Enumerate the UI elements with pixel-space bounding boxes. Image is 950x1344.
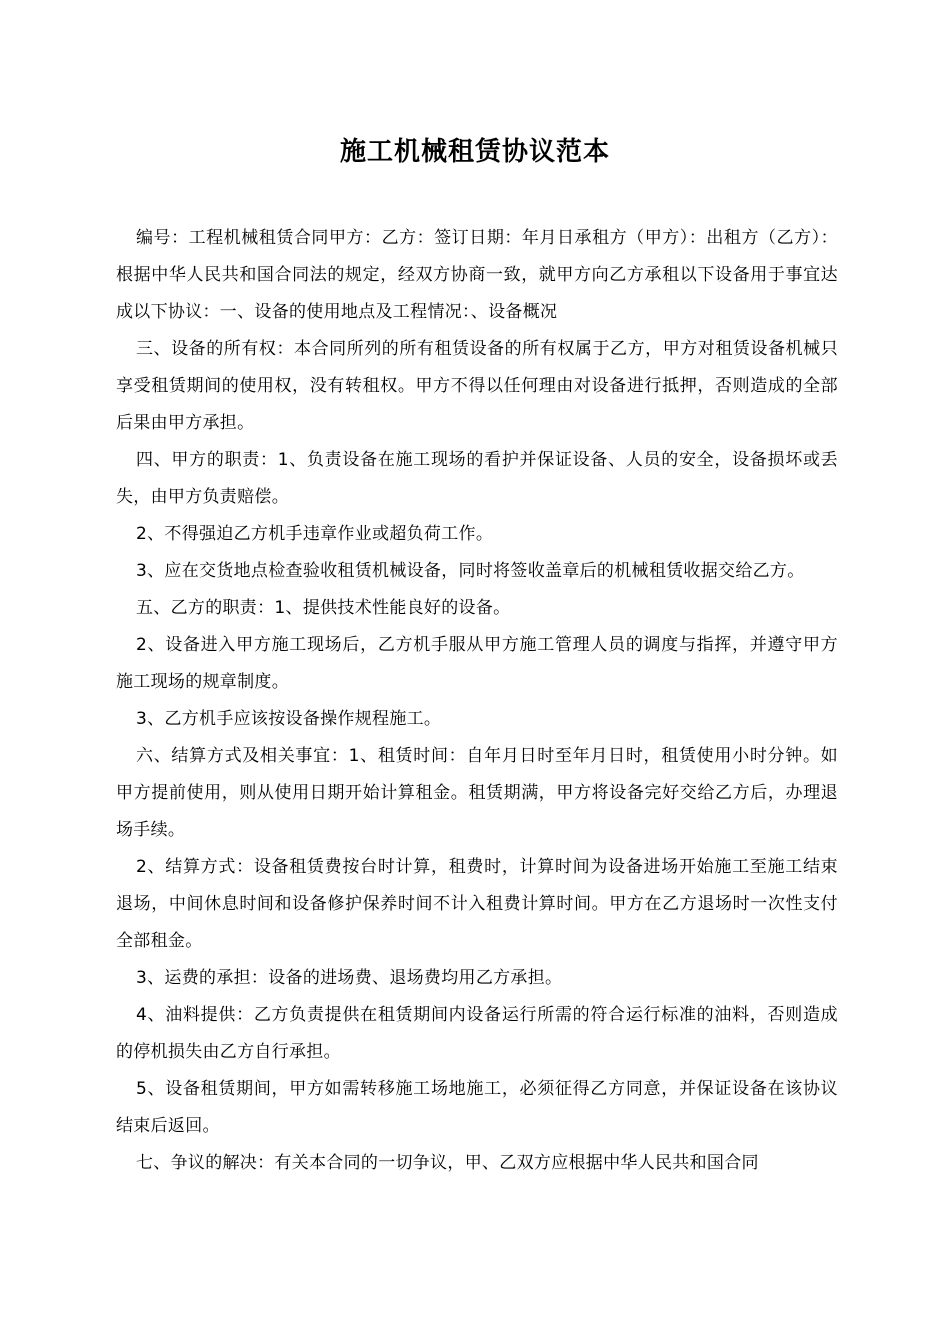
paragraph-11: 3、运费的承担：设备的进场费、退场费均用乙方承担。 <box>136 968 563 988</box>
paragraph-13: 5、设备租赁期间，甲方如需转移施工场地施工，必须征得乙方同意，并保证设备在该协议结束后返回。 <box>116 1079 838 1136</box>
document-title: 施工机械租赁协议范本 <box>339 137 610 167</box>
paragraph-14: 七、争议的解决：有关本合同的一切争议，甲、乙双方应根据中华人民共和国合同 <box>136 1153 759 1173</box>
paragraph-3: 四、甲方的职责：1、负责设备在施工现场的看护并保证设备、人员的安全，设备损坏或丢失，由甲方负责赔偿。 <box>116 450 838 507</box>
paragraph-12: 4、油料提供：乙方负责提供在租赁期间内设备运行所需的符合运行标准的油料，否则造成的停机损失由乙方自行承担。 <box>116 1005 838 1062</box>
paragraph-7: 2、设备进入甲方施工现场后，乙方机手服从甲方施工管理人员的调度与指挥，并遵守甲方施工现场的规章制度。 <box>116 635 838 692</box>
paragraph-1: 编号：工程机械租赁合同甲方：乙方：签订日期：年月日承租方（甲方）：出租方（乙方）：根据中华人民共和国合同法的规定，经双方协商一致，就甲方向乙方承租以下设备用于事宜达成以下协议：一、设备的使用地点及工程情况：、设备概况 <box>116 228 838 322</box>
paragraph-6: 五、乙方的职责：1、提供技术性能良好的设备。 <box>136 598 511 618</box>
paragraph-5: 3、应在交货地点检查验收租赁机械设备，同时将签收盖章后的机械租赁收据交给乙方。 <box>136 561 805 581</box>
paragraph-10: 2、结算方式：设备租赁费按台时计算，租费时，计算时间为设备进场开始施工至施工结束退场，中间休息时间和设备修护保养时间不计入租费计算时间。甲方在乙方退场时一次性支付全部租金。 <box>116 857 838 951</box>
paragraph-8: 3、乙方机手应该按设备操作规程施工。 <box>136 709 442 729</box>
paragraph-2: 三、设备的所有权：本合同所列的所有租赁设备的所有权属于乙方，甲方对租赁设备机械只享受租赁期间的使用权，没有转租权。甲方不得以任何理由对设备进行抵押，否则造成的全部后果由甲方承担。 <box>116 339 838 433</box>
paragraph-4: 2、不得强迫乙方机手违章作业或超负荷工作。 <box>136 524 494 544</box>
paragraph-9: 六、结算方式及相关事宜：1、租赁时间：自年月日时至年月日时，租赁使用小时分钟。如甲方提前使用，则从使用日期开始计算租金。租赁期满，甲方将设备完好交给乙方后，办理退场手续。 <box>116 746 838 840</box>
document-body <box>116 220 838 1182</box>
